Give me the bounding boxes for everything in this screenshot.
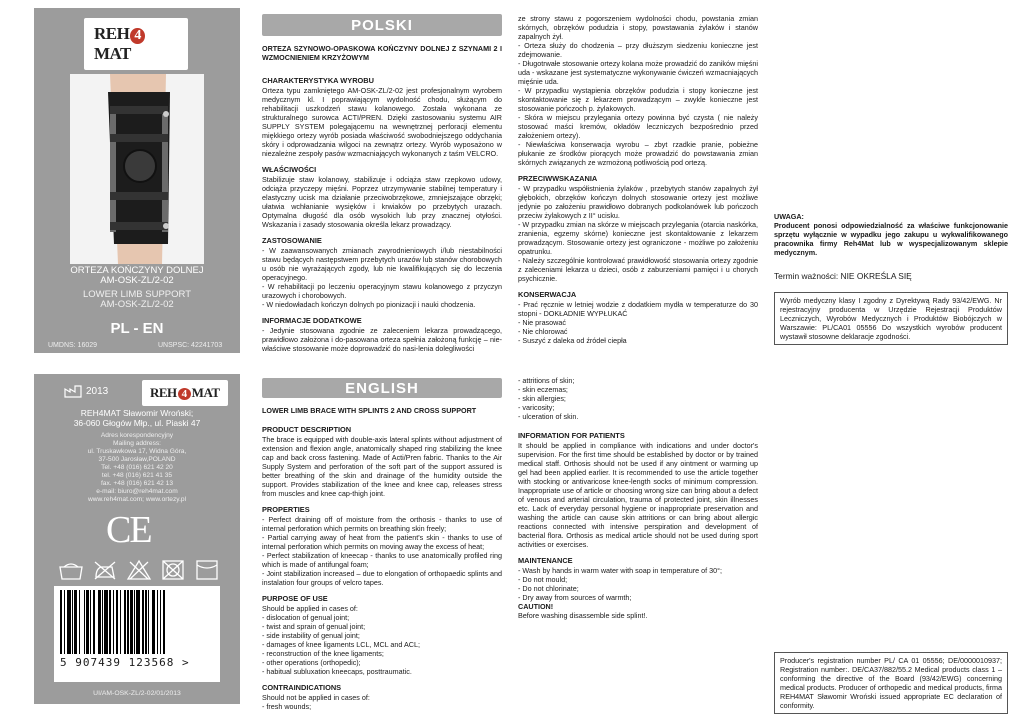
list-item: - Suszyć z daleka od źródeł ciepła	[518, 336, 627, 345]
list-item: - W przypadku wystąpienia obrzęków podudzia i stopy konieczne jest skontaktowanie się z lekarzem prowadzącym – zwykle konieczne jest stosowanie pończoch p. żylakowych.	[518, 86, 758, 113]
list-item: - dislocation of genual joint;	[262, 613, 350, 622]
no-bleach-icon	[126, 559, 152, 581]
list-item: - Należy szczególnie kontrolować prawidłowość stosowania ortezy zgodnie z zaleceniami lekarza u dzieci, osób z zaburzeniami pamięci i u chorych psychicznie.	[518, 256, 758, 283]
section-text: The brace is equipped with double-axis lateral splints without adjustment of extension and flexion angle, anatomically shaped ring stabilizing the knee cap and back cross fastening. Made of Acti/Pren fabric. Thanks to the Air Supply System and perforation of the soft part of the support assured is better breathing of the skin and drainage of the humidity outside the support. Provides stabilization of the knee and knee cap, releases stress from muscles and knee cap-thigh joint.	[262, 435, 502, 498]
hand-wash-icon	[58, 559, 84, 581]
product-name-pl: ORTEZA KOŃCZYNY DOLNEJ AM-OSK-ZL/2-02	[70, 265, 204, 286]
expiry-note: Termin ważności: NIE OKREŚLA SIĘ	[774, 271, 912, 281]
list-item: - ulceration of skin.	[518, 412, 579, 421]
list-item: - Orteza służy do chodzenia – przy dłuższym siedzeniu konieczne jest zdejmowanie.	[518, 41, 758, 59]
list-item: - attritions of skin;	[518, 376, 575, 385]
polish-column-1	[262, 44, 502, 353]
logo-text: REH 4MAT	[94, 24, 146, 63]
list-item: - side instability of genual joint;	[262, 631, 360, 640]
list-item: - Do not chlorinate;	[518, 584, 579, 593]
list-item: - damages of knee ligaments LCL, MCL and ACL;	[262, 640, 420, 649]
section-text: - Jedynie stosowana zgodnie ze zaleceniem lekarza prowadzącego, prawidłowo założona i do-pasowana orteza spełnia założoną funkcję – nie-właściwe stosowanie może doprowadzić do nasi-lenia dolegliwości	[262, 326, 502, 353]
section-title: PURPOSE OF USE	[262, 594, 328, 603]
front-cover-panel	[34, 8, 240, 353]
brand-logo	[84, 18, 188, 70]
list-item: - twist and sprain of genual joint;	[262, 622, 366, 631]
barcode	[60, 590, 214, 654]
list-item: - varicosity;	[518, 403, 555, 412]
no-tumble-dry-icon	[160, 559, 186, 581]
list-item: - skin allergies;	[518, 394, 566, 403]
caution-text: Before washing disassemble side splint!.	[518, 611, 648, 620]
polish-header: POLSKI	[262, 14, 502, 36]
list-item: - Nie prasować	[518, 318, 566, 327]
english-column-1	[262, 406, 502, 711]
manufacture-date: 2013	[64, 384, 108, 398]
list-item: - habitual subluxation kneecaps, posttraumatic.	[262, 667, 412, 676]
section-title: CHARAKTERYSTYKA WYROBU	[262, 76, 374, 85]
list-item: - Niewłaściwa konserwacja wyrobu – zbyt rzadkie pranie, pobieżne płukanie ze środków piorących może prowadzić do powstawania zmian skórnych związanych ze wzmożoną potliwością pod ortezą.	[518, 140, 758, 167]
unspsc-code: UNSPSC: 42241703	[158, 342, 223, 349]
list-item: - W rehabilitacji po leczeniu operacyjnym stawu kolanowego z przyczyn urazowych i chorobowych.	[262, 282, 502, 300]
caution-title: CAUTION!	[518, 602, 554, 611]
list-item: - W niedowładach kończyn dolnych po pionizacji i nauki chodzenia.	[262, 300, 476, 309]
section-title: KONSERWACJA	[518, 290, 577, 299]
section-title: PROPERTIES	[262, 505, 310, 514]
contact-line: 37-500 Jarosław,POLAND	[98, 456, 176, 463]
list-item: - Nie chlorować	[518, 327, 568, 336]
company-address: 36-060 Głogów Młp., ul. Piaski 47	[73, 418, 201, 428]
polish-column-2	[518, 14, 758, 345]
line-dry-icon	[194, 559, 220, 581]
contact-line: Mailing address:	[112, 440, 161, 447]
section-text: Should be applied in cases of:	[262, 604, 358, 613]
contact-line: e-mail: biuro@reh4mat.com	[96, 488, 178, 495]
care-icons	[58, 559, 220, 581]
list-item: - fresh wounds;	[262, 702, 312, 711]
contact-line: www.reh4mat.com; www.ortezy.pl	[87, 496, 187, 503]
section-title: MAINTENANCE	[518, 556, 573, 565]
barcode-area	[54, 586, 220, 682]
contact-line: fax. +48 (016) 621 42 13	[100, 480, 174, 487]
section-text: Orteza typu zamkniętego AM-OSK-ZL/2-02 jest profesjonalnym wyrobem medycznym kl. I poprawiającym wydolność chodu, służącym do rehabilitacji uszkodzeń stawu kolanowego. Została wykonana ze strukturalnego surowca ACTI/PREN. Dzięki zastosowaniu systemu AIR SUPPLY SYSTEM polegającemu na wewnętrznej perforacji elementu miękkiego ortezy wyrób posiada właściwość swobodniejszego oddychania skóry i odprowadzania wilgoci na zewnątrz ortezy. Wyrób wyposażono w niezależne zespoły pasów wzmacniających wykonanych z taśm VELCRO.	[262, 86, 502, 158]
list-item: - other operations (orthopedic);	[262, 658, 361, 667]
barcode-bar	[165, 590, 166, 654]
list-item: - W przypadku współistnienia żylaków , przebytych stanów zapalnych żył głębokich, obrzęków kończyn dolnych stosowanie ortezy jest możliwe jedynie po założeniu prawidłowo dobranych podkolanówek lub pończoch przeciw żylakowych z II° ucisku.	[518, 184, 758, 220]
list-item: - Prać ręcznie w letniej wodzie z dodatkiem mydła w temperaturze do 30 stopni - DOKŁADNIE WYPŁUKAĆ	[518, 300, 758, 318]
warning-text: Producent ponosi odpowiedzialność za właściwe funkcjonowanie sprzętu wyłącznie w wypadku jego zakupu u wykwalifikowanego pracownika firmy Reh4Mat lub w wyspecjalizowanym sklepie medycznym.	[774, 221, 1008, 257]
leaflet-code: UI/AM-OSK-ZL/2-02/01/2013	[93, 690, 181, 697]
section-title: ZASTOSOWANIE	[262, 236, 322, 245]
barcode-number: 5 907439 123568 >	[60, 656, 190, 669]
list-item: - skin eczemas;	[518, 385, 568, 394]
registration-box-pl: Wyrób medyczny klasy I zgodny z Dyrektywą Rady 93/42/EWG. Nr rejestracyjny producenta w Urzędzie Rejestracji Produktów Leczniczych, Wyrobów Medycznych i Produktów Biobójczych w Warszawie: PL/CA01 05556 Do wszystkich wyrobów producent wystawił stosowne deklaracje zgodności.	[774, 292, 1008, 345]
list-item: - Długotrwałe stosowanie ortezy kolana może prowadzić do zaników mięśni uda - wskazane jest systematyczne wykonywanie ćwiczeń wzmacniających mięśnie uda.	[518, 59, 758, 86]
english-intro: LOWER LIMB BRACE WITH SPLINTS 2 AND CROSS SUPPORT	[262, 406, 477, 415]
section-text: It should be applied in compliance with indications and under doctor's supervision. For the first time should be established by doctor or by trained medical staff. Orthosis should not be used if any ointment or warming up gel had been applied earlier. It is recommended to use the article together with stocking or antivaricose knee-length socks of minimum compression. Inappropriate use of article or choosing wrong size can bring about a defect of venous and arterial circulation, trauma of protected joint, skin illnesses etc. Lack of everyday personal hygiene or inappropriate preservation and washing the article can cause skin attritions or can bring about allergic reactions connected with intensive perspiration and development of bacterial flora. Orthosis as medical article should not be used during sport activities or exercises.	[518, 441, 758, 549]
registration-box-en: Producer's registration number PL/ CA 01 05556; DE/0000010937; Registration number:. DE/CA37/882/55.2 Medical products class 1 – conforming the directive of the Board (93/42/EWG) concerning medical products. Producer of orthopedic and medical products, firma REH4MAT Sławomir Wroński issued appropriate EC declaration of conformity.	[774, 652, 1008, 714]
section-title: WŁAŚCIWOŚCI	[262, 165, 317, 174]
logo-plate	[84, 18, 188, 70]
back-logo: REH 4 MAT	[142, 380, 228, 406]
warning-block	[774, 212, 1008, 257]
no-iron-icon	[92, 559, 118, 581]
section-title: PRODUCT DESCRIPTION	[262, 425, 352, 434]
list-item: - W przypadku zmian na skórze w miejscach przylegania (otarcia naskórka, zranienia, egzemy skórne) konieczne jest skontaktowanie z lekarzem prowadzącym. Stosowanie ortezy jest ograniczone - możliwe po założeniu opatrunku.	[518, 220, 758, 256]
list-item: - Dry away from sources of warmth;	[518, 593, 632, 602]
section-title: PRZECIWWSKAZANIA	[518, 174, 598, 183]
list-item: - Skóra w miejscu przylegania ortezy powinna być czysta ( nie należy stosować maści kremów, okładów leczniczych bezpośrednio przed założeniem ortezy).	[518, 113, 758, 140]
contact-line: Tel. +48 (016) 621 42 20	[101, 464, 173, 471]
list-item: - Partial carrying away of heat from the patient's skin - thanks to use of internal perforation which permits on moving away the excess of heat;	[262, 533, 502, 551]
list-item: - Wash by hands in warm water with soap in temperature of 30°;	[518, 566, 722, 575]
company-name: REH4MAT Sławomir Wroński;	[80, 408, 194, 418]
product-photo	[70, 74, 204, 264]
polish-intro: ORTEZA SZYNOWO-OPASKOWA KOŃCZYNY DOLNEJ Z SZYNAMI 2 I WZMOCNIENIEM KRZYŻOWYM	[262, 44, 502, 62]
list-item: - Perfect draining off of moisture from the orthosis - thanks to use of internal perforation which permits on breathing skin freely;	[262, 515, 502, 533]
list-item: ze strony stawu z pogorszeniem wydolności chodu, powstania zmian skórnych, obrzęków podudzia i stopy, powstawania żylaków i stanów zapalnych żył.	[518, 14, 758, 41]
contact-line: tel. +48 (016) 621 41 35	[101, 472, 173, 479]
list-item: - reconstruction of the knee ligaments;	[262, 649, 384, 658]
product-name-en: LOWER LIMB SUPPORT AM-OSK-ZL/2-02	[82, 289, 192, 310]
english-column-2	[518, 376, 758, 620]
contact-list	[34, 432, 240, 504]
warning-title: UWAGA:	[774, 212, 804, 221]
english-header: ENGLISH	[262, 378, 502, 398]
umdns-code: UMDNS: 16029	[48, 342, 98, 349]
section-title: INFORMATION FOR PATIENTS	[518, 431, 625, 440]
list-item: - Joint stabilization increased – due to elongation of orthopaedic splints and instalation four groups of velcro tapes.	[262, 569, 502, 587]
list-item: - W zaawansowanych zmianach zwyrodnieniowych i/lub niestabilności stawu będących następstwem przebytych urazów lub stanów chorobowych u osób nie wyrażających zgody, lub nie kwalifikujących się do leczenia operacyjnego.	[262, 246, 502, 282]
section-title: CONTRAINDICATIONS	[262, 683, 342, 692]
list-item: - Perfect stabilization of kneecap - thanks to use anatomically profiled ring which is made of antifungal foam;	[262, 551, 502, 569]
knee-brace-illustration	[70, 74, 204, 264]
language-label: PL - EN	[110, 320, 164, 337]
section-title: INFORMACJE DODATKOWE	[262, 316, 362, 325]
back-cover-panel	[34, 374, 240, 704]
factory-icon	[64, 384, 82, 398]
contact-line: Adres korespondencyjny	[100, 432, 174, 439]
list-item: - Do not mould;	[518, 575, 568, 584]
section-text: Stabilizuje staw kolanowy, stabilizuje i odciąża staw rzepkowo udowy, odciąża przyczepy mięśni. Poprzez utrzymywanie stabilnej temperatury i elastyczny ucisk ma działanie przeciwobrzękowe, zmniejszające obrzęki; ułatwia wchłanianie wysięków i krwiaków po przebytych urazach. Optymalna długość dla osób wysokich lub przy znacznej otyłości. Wskazania i zasady stosowania określa lekarz prowadzący.	[262, 175, 502, 229]
contact-line: ul. Truskawkowa 17, Widna Góra,	[87, 448, 187, 455]
ce-mark: CE	[106, 509, 151, 551]
section-text: Should not be applied in cases of:	[262, 693, 370, 702]
